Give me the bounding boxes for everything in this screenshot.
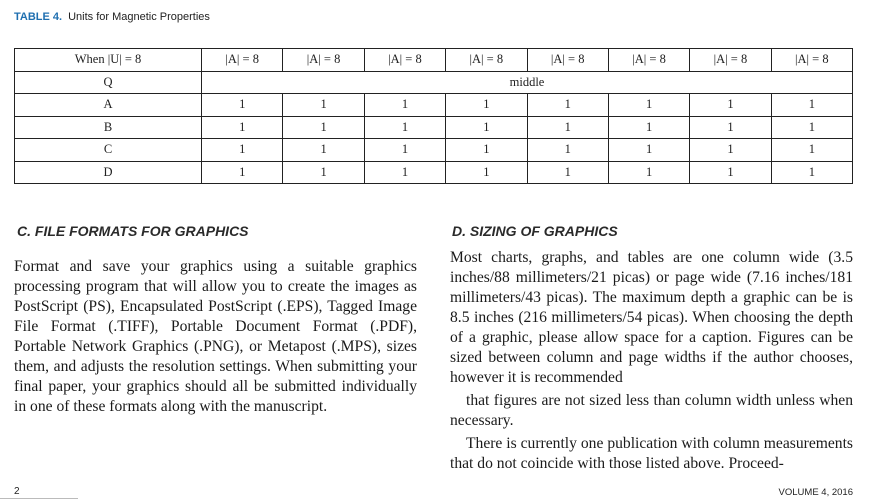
volume-label: VOLUME 4, 2016: [778, 487, 853, 498]
section-d-paragraph-3: There is currently one publication with column measurements that do not coincide with those listed above. Proceed-: [450, 435, 853, 472]
table-cell: 1: [690, 161, 771, 184]
table-label: TABLE 4.: [14, 11, 63, 23]
table-cell: 1: [364, 94, 445, 117]
header-cell-when: When |U| = 8: [15, 49, 202, 72]
table-cell: 1: [283, 139, 364, 162]
table-cell: 1: [527, 139, 608, 162]
table-cell: 1: [364, 116, 445, 139]
table-cell: 1: [446, 161, 527, 184]
table-cell: 1: [771, 94, 852, 117]
table-cell: 1: [690, 94, 771, 117]
section-d-heading: D. SIZING OF GRAPHICS: [452, 223, 618, 239]
table-cell: 1: [202, 116, 283, 139]
table-cell: 1: [364, 139, 445, 162]
section-c-paragraph: Format and save your graphics using a suitable graphics processing program that will allow you to create the images as PostScript (PS), Encapsulated PostScript (.EPS), Tagged Image File Format (.TIFF), Portable Document Format (.PDF), Portable Network Graphics (.PNG), or Metapost (.MPS), sizes them, and adjusts the resolution settings. When submitting your final paper, your graphics should all be submitted individually in one of these formats along with the manuscript.: [14, 258, 417, 415]
row-label: D: [15, 161, 202, 184]
table-row: [15, 139, 853, 162]
section-d-column: [450, 248, 853, 474]
section-c-heading: C. FILE FORMATS FOR GRAPHICS: [17, 223, 249, 239]
page-number: 2: [14, 486, 20, 497]
table-caption: [14, 11, 210, 23]
table-cell: 1: [608, 139, 689, 162]
header-cell: |A| = 8: [771, 49, 852, 72]
table-cell: 1: [446, 139, 527, 162]
section-d-paragraph-2: that figures are not sized less than column width unless when necessary.: [450, 392, 853, 429]
table-cell: 1: [771, 116, 852, 139]
table-cell: 1: [283, 94, 364, 117]
header-cell: |A| = 8: [364, 49, 445, 72]
table-cell: 1: [283, 116, 364, 139]
merged-cell-middle: middle: [202, 71, 853, 94]
table-cell: 1: [446, 116, 527, 139]
table-cell: 1: [771, 139, 852, 162]
section-c-column: [14, 257, 417, 417]
table-row: [15, 94, 853, 117]
table-cell: 1: [527, 94, 608, 117]
row-label: A: [15, 94, 202, 117]
table-cell: 1: [364, 161, 445, 184]
table-cell: 1: [202, 139, 283, 162]
table-cell: 1: [527, 161, 608, 184]
table-row-q: [15, 71, 853, 94]
table-cell: 1: [690, 139, 771, 162]
table-cell: 1: [202, 161, 283, 184]
header-cell: |A| = 8: [690, 49, 771, 72]
header-cell: |A| = 8: [608, 49, 689, 72]
row-label: Q: [15, 71, 202, 94]
header-cell: |A| = 8: [283, 49, 364, 72]
table-row: [15, 116, 853, 139]
header-cell: |A| = 8: [446, 49, 527, 72]
table-cell: 1: [690, 116, 771, 139]
table-title: Units for Magnetic Properties: [68, 11, 210, 23]
section-d-paragraph-1: Most charts, graphs, and tables are one column wide (3.5 inches/88 millimeters/21 picas) or page wide (7.16 inches/181 millimeters/43 picas). The maximum depth a graphic can be is 8.5 inches (216 millimeters/54 picas). When choosing the depth of a graphic, please allow space for a caption. Figures can be sized between column and page widths if the author chooses, however it is recommended: [450, 249, 853, 386]
header-cell: |A| = 8: [527, 49, 608, 72]
table-cell: 1: [771, 161, 852, 184]
table-cell: 1: [202, 94, 283, 117]
magnetic-properties-table: [14, 48, 853, 184]
row-label: C: [15, 139, 202, 162]
header-cell: |A| = 8: [202, 49, 283, 72]
table-row: [15, 161, 853, 184]
row-label: B: [15, 116, 202, 139]
table-cell: 1: [446, 94, 527, 117]
footer-rule: [0, 498, 78, 499]
table-cell: 1: [608, 161, 689, 184]
table-header-row: [15, 49, 853, 72]
table-cell: 1: [527, 116, 608, 139]
table-cell: 1: [608, 94, 689, 117]
table-cell: 1: [283, 161, 364, 184]
table-cell: 1: [608, 116, 689, 139]
